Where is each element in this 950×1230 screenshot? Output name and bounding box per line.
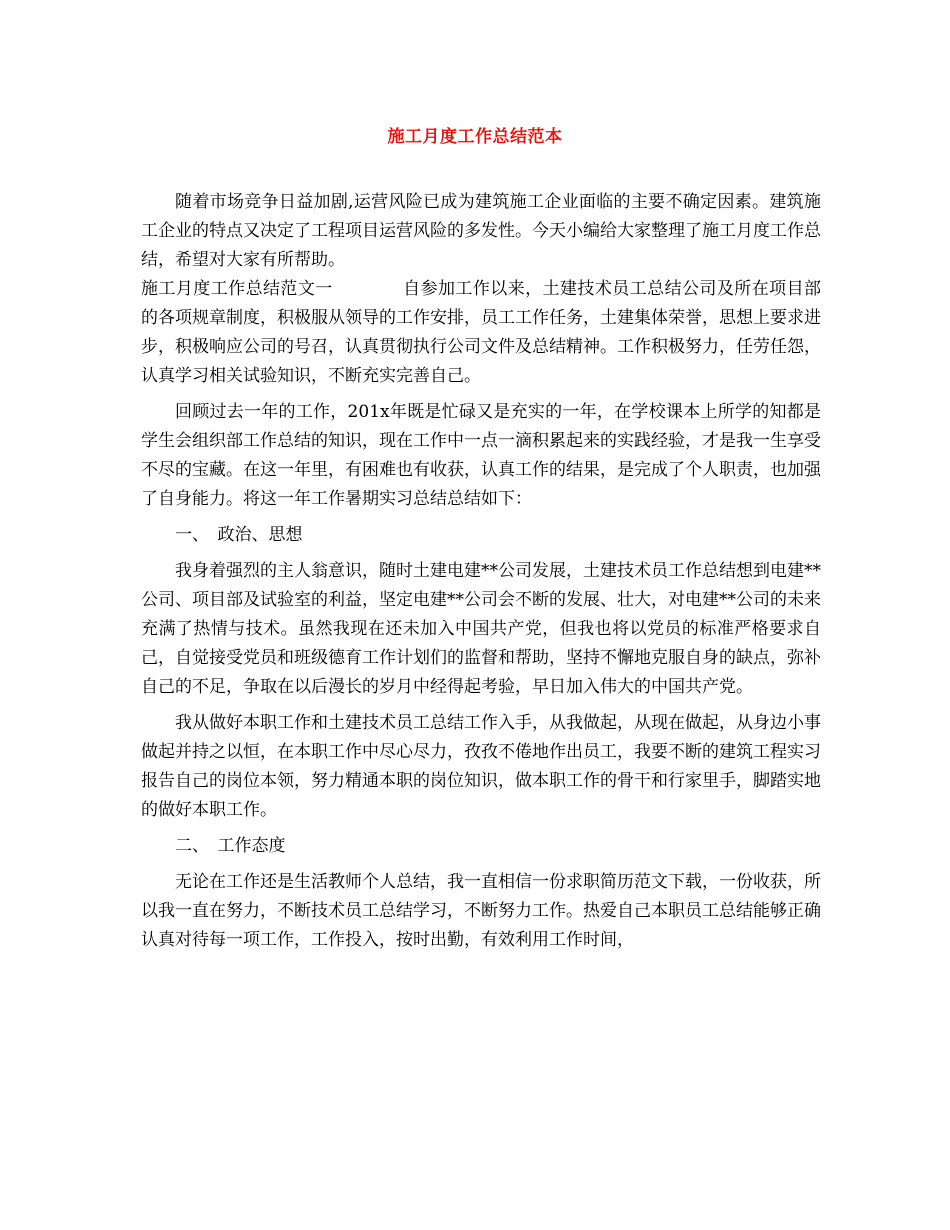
attitude-paragraph: 无论在工作还是生活教师个人总结，我一直相信一份求职简历范文下载，一份收获，所以我一直在努力，不断技术员工总结学习，不断努力工作。热爱自己本职员工总结能够正确认真对待每一项工作，工作投入，按时出勤，有效利用工作时间，: [141, 872, 821, 950]
review-paragraph: 回顾过去一年的工作，201x年既是忙碌又是充实的一年，在学校课本上所学的知都是学生会组织部工作总结的知识，现在工作中一点一滴积累起来的实践经验，才是我一生享受不尽的宝藏。在这一年里，有困难也有收获，认真工作的结果，是完成了个人职责，也加强了自身能力。将这一年工作暑期实习总结总结如下：: [141, 402, 821, 509]
section-intro-text: 自参加工作以来，土建技术员工总结公司及所在项目部的各项规章制度，积极服从领导的工作安排，员工工作任务，土建集体荣誉，思想上要求进步，积极响应公司的号召，认真贯彻执行公司文件及总结精神。工作积极努力，任劳任怨，认真学习相关试验知识，不断充实完善自己。: [141, 279, 822, 386]
heading-politics: 一、 政治、思想: [175, 525, 303, 545]
section-one-paragraph: [141, 275, 821, 391]
section-label: 施工月度工作总结范文一: [141, 279, 333, 299]
intro-paragraph: 随着市场竞争日益加剧,运营风险已成为建筑施工企业面临的主要不确定因素。建筑施工企业的特点又决定了工程项目运营风险的多发性。今天小编给大家整理了施工月度工作总结，希望对大家有所帮助。: [141, 192, 821, 270]
duty-paragraph: 我从做好本职工作和土建技术员工总结工作入手，从我做起，从现在做起，从身边小事做起并持之以恒，在本职工作中尽心尽力，孜孜不倦地作出员工，我要不断的建筑工程实习报告自己的岗位本领，努力精通本职的岗位知识，做本职工作的骨干和行家里手，脚踏实地的做好本职工作。: [141, 713, 821, 820]
document-body: [141, 188, 821, 962]
document-title: 施工月度工作总结范本: [387, 127, 563, 147]
politics-paragraph: 我身着强烈的主人翁意识，随时土建电建**公司发展，土建技术员工作总结想到电建**公司、项目部及试验室的利益，坚定电建**公司会不断的发展、壮大，对电建**公司的未来充满了热情与技术。虽然我现在还未加入中国共产党，但我也将以党员的标准严格要求自己，自觉接受党员和班级德育工作计划们的监督和帮助，坚持不懈地克服自身的缺点，弥补自己的不足，争取在以后漫长的岁月中经得起考验，早日加入伟大的中国共产党。: [141, 561, 821, 697]
heading-attitude: 二、 工作态度: [175, 836, 286, 856]
